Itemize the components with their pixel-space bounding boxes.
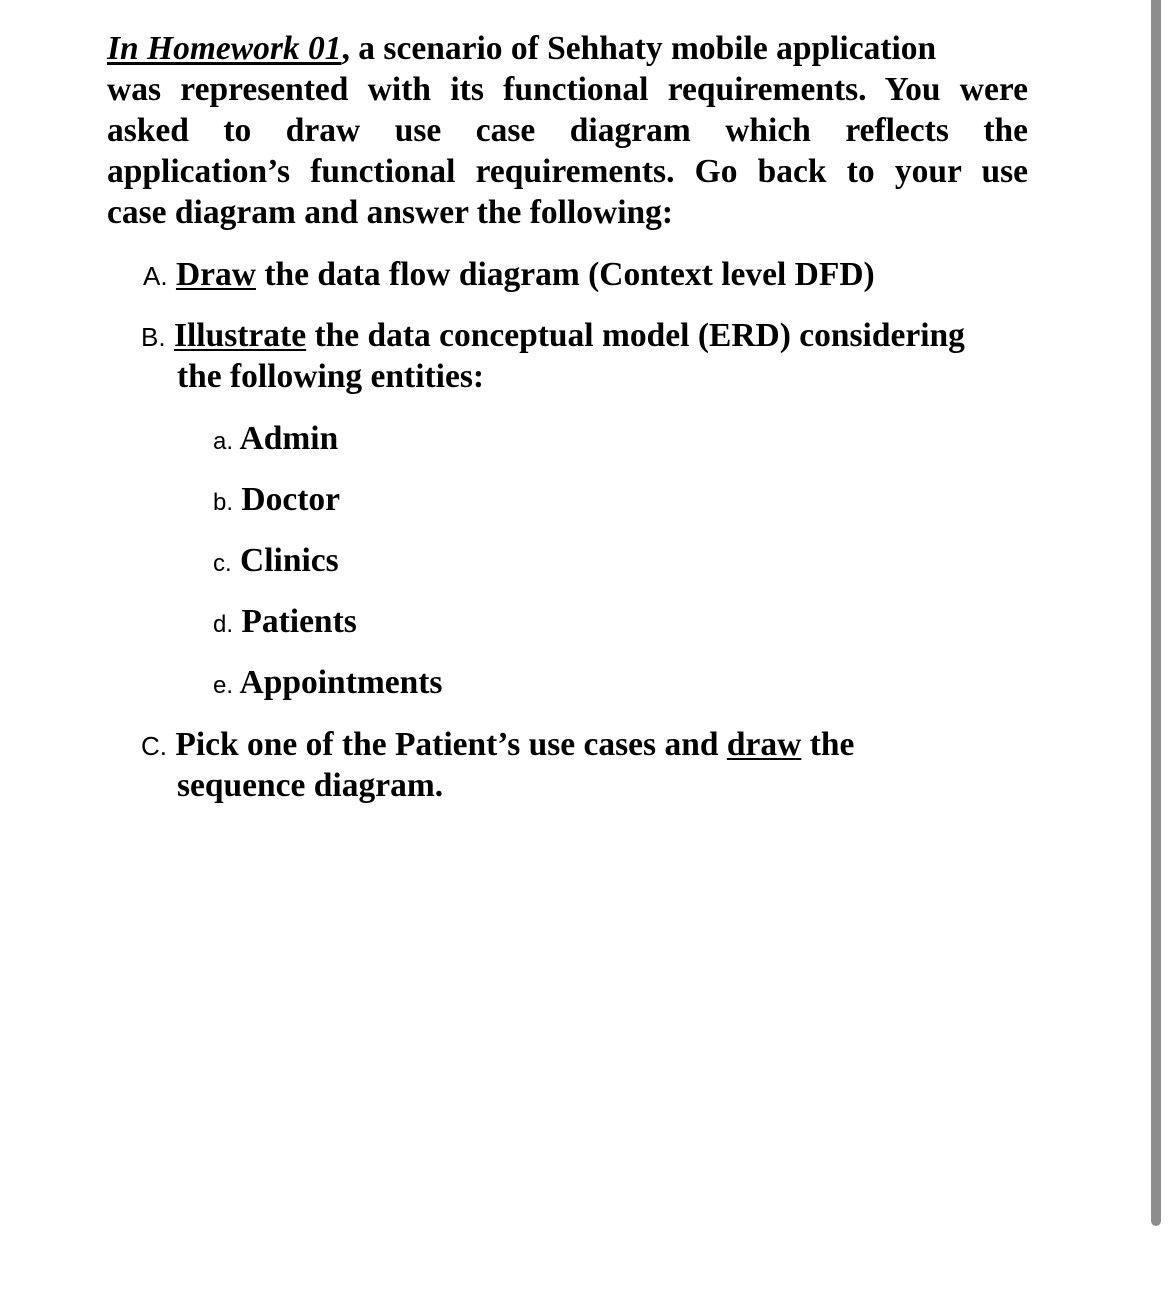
question-c-marker: C. bbox=[141, 731, 167, 761]
question-a bbox=[143, 254, 875, 297]
entity-item bbox=[213, 540, 339, 584]
question-c-text-after: the bbox=[801, 726, 855, 763]
question-b-verb: Illustrate bbox=[173, 317, 307, 354]
entity-marker: c. bbox=[213, 550, 232, 577]
entity-item bbox=[213, 418, 338, 462]
intro-line-1: In Homework 01, a scenario of Sehhaty mobile application bbox=[107, 30, 937, 67]
question-b bbox=[141, 315, 965, 358]
intro-line-5: case diagram and answer the following: bbox=[107, 194, 674, 231]
question-a-text: the data flow diagram (Context level DFD) bbox=[255, 256, 875, 293]
question-b-text: the data conceptual model (ERD) considering bbox=[306, 317, 965, 354]
entity-label-admin: Admin bbox=[239, 420, 339, 457]
question-c-text-before: Pick one of the Patient’s use cases and bbox=[175, 726, 727, 763]
entity-item bbox=[213, 601, 357, 645]
question-b-marker: B. bbox=[141, 322, 166, 352]
homework-reference: In Homework 01 bbox=[107, 30, 342, 67]
entity-label-doctor: Doctor bbox=[241, 481, 340, 518]
entity-marker: a. bbox=[213, 428, 234, 455]
entity-item bbox=[213, 662, 442, 706]
question-c-line-2: sequence diagram. bbox=[177, 767, 444, 804]
intro-line-3: asked to draw use case diagram which reflects the bbox=[107, 112, 1028, 149]
question-c bbox=[141, 724, 854, 767]
vertical-scrollbar[interactable] bbox=[1151, 0, 1161, 1226]
entity-label-patients: Patients bbox=[241, 603, 357, 640]
entity-marker: d. bbox=[213, 611, 234, 638]
intro-paragraph bbox=[107, 28, 1028, 233]
intro-line-4: application’s functional requirements. Go back to your use bbox=[107, 153, 1028, 190]
entity-label-clinics: Clinics bbox=[240, 542, 339, 579]
entity-marker: e. bbox=[213, 672, 234, 699]
question-b-line-2: the following entities: bbox=[177, 358, 485, 395]
entity-marker: b. bbox=[213, 489, 234, 516]
entity-item bbox=[213, 479, 340, 523]
intro-line-2: was represented with its functional requirements. You were bbox=[107, 71, 1028, 108]
entity-label-appointments: Appointments bbox=[239, 664, 443, 701]
question-a-verb: Draw bbox=[175, 256, 256, 293]
question-c-verb: draw bbox=[726, 726, 802, 763]
question-a-marker: A. bbox=[143, 261, 168, 291]
